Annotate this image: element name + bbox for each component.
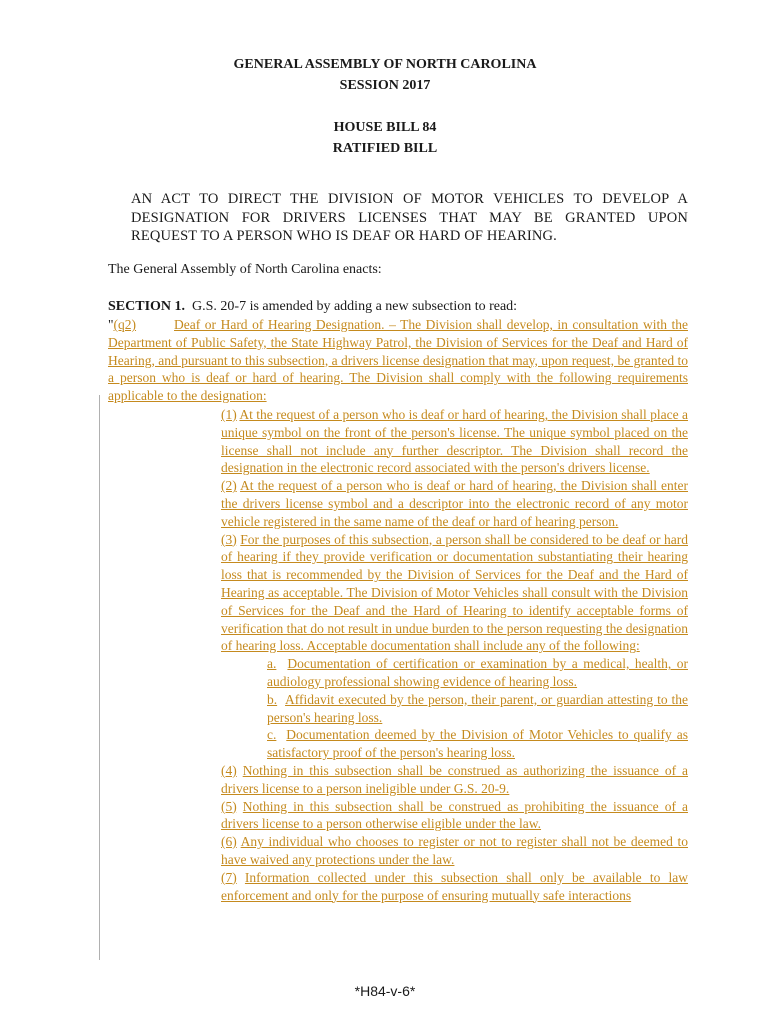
bill-number: HOUSE BILL 84 (333, 120, 437, 135)
subsection-q2 (108, 316, 688, 405)
section-label: SECTION 1. (108, 299, 186, 314)
revision-bar (99, 395, 100, 960)
list-item: (2) At the request of a person who is deaf or hard of hearing, the Division shall enter the drivers license symbol and a descriptor into the electronic record of any motor vehicle registered in the same name of the deaf or hard of hearing person. (221, 478, 689, 529)
section-intro: G.S. 20-7 is amended by adding a new subsection to read: (192, 299, 518, 314)
list-item: (1) At the request of a person who is deaf or hard of hearing, the Division shall place a unique symbol on the front of the person's license. The unique symbol placed on the license shall not include any further descriptor. The Division shall record the designation in the electronic record associated with the person's drivers license. (221, 407, 688, 476)
header-block (0, 54, 770, 96)
list-item: (6) Any individual who chooses to register or not to register shall not be deemed to have waived any protections under the law. (221, 834, 688, 867)
enacting-clause: The General Assembly of North Carolina enacts: (108, 262, 382, 277)
subsection-number: (q2) (113, 317, 137, 332)
list-item: (5) Nothing in this subsection shall be construed as prohibiting the issuance of a drivers license to a person otherwise eligible under the law. (221, 798, 688, 832)
bill-header (0, 117, 770, 159)
subsection-text: Deaf or Hard of Hearing Designation. – The Division shall develop, in consultation with the Department of Public Safety, the State Highway Patrol, the Division of Services for the Deaf and Hard of Hearing, and pursuant to this subsection, a drivers license designation that may, upon request, be granted to a person who is deaf or hard of hearing. The Division shall comply with the following requirements applicable to the designation: (108, 317, 688, 404)
list-item: (7) Information collected under this subsection shall only be available to law enforcement and only for the purpose of ensuring mutually safe interactions (221, 869, 689, 903)
bill-status: RATIFIED BILL (332, 141, 438, 156)
requirements-list (221, 406, 688, 904)
section-1 (108, 298, 688, 405)
sub-list-item: a. Documentation of certification or examination by a medical, health, or audiology professional showing evidence of hearing loss. (267, 656, 688, 689)
act-title: AN ACT TO DIRECT THE DIVISION OF MOTOR VEHICLES TO DEVELOP A DESIGNATION FOR DRIVERS LICENSES THAT MAY BE GRANTED UPON REQUEST TO A PERSON WHO IS DEAF OR HARD OF HEARING. (131, 191, 688, 244)
list-item: (4) Nothing in this subsection shall be construed as authorizing the issuance of a drivers license to a person ineligible under G.S. 20-9. (221, 762, 689, 796)
document-footer-code: *H84-v-6* (354, 983, 416, 999)
opening-quote: " (108, 317, 114, 332)
assembly-name: GENERAL ASSEMBLY OF NORTH CAROLINA (233, 57, 537, 72)
sub-list-item: c. Documentation deemed by the Division of Motor Vehicles to qualify as satisfactory proof of the person's hearing loss. (267, 727, 688, 761)
list-item: (3) For the purposes of this subsection, a person shall be considered to be deaf or hard of hearing if they provide verification or documentation substantiating their hearing loss that is recommended by the Division of Services for the Deaf and the Hard of Hearing as acceptable. The Division of Motor Vehicles shall consult with the Division of Services for the Deaf and the Hard of Hearing to identify acceptable forms of verification that do not result in undue burden to the person requesting the designation of hearing loss. Acceptable documentation shall include any of the following: (221, 531, 688, 654)
session-year: SESSION 2017 (339, 78, 431, 93)
sub-list-item: b. Affidavit executed by the person, their parent, or guardian attesting to the person's hearing loss. (267, 691, 689, 725)
